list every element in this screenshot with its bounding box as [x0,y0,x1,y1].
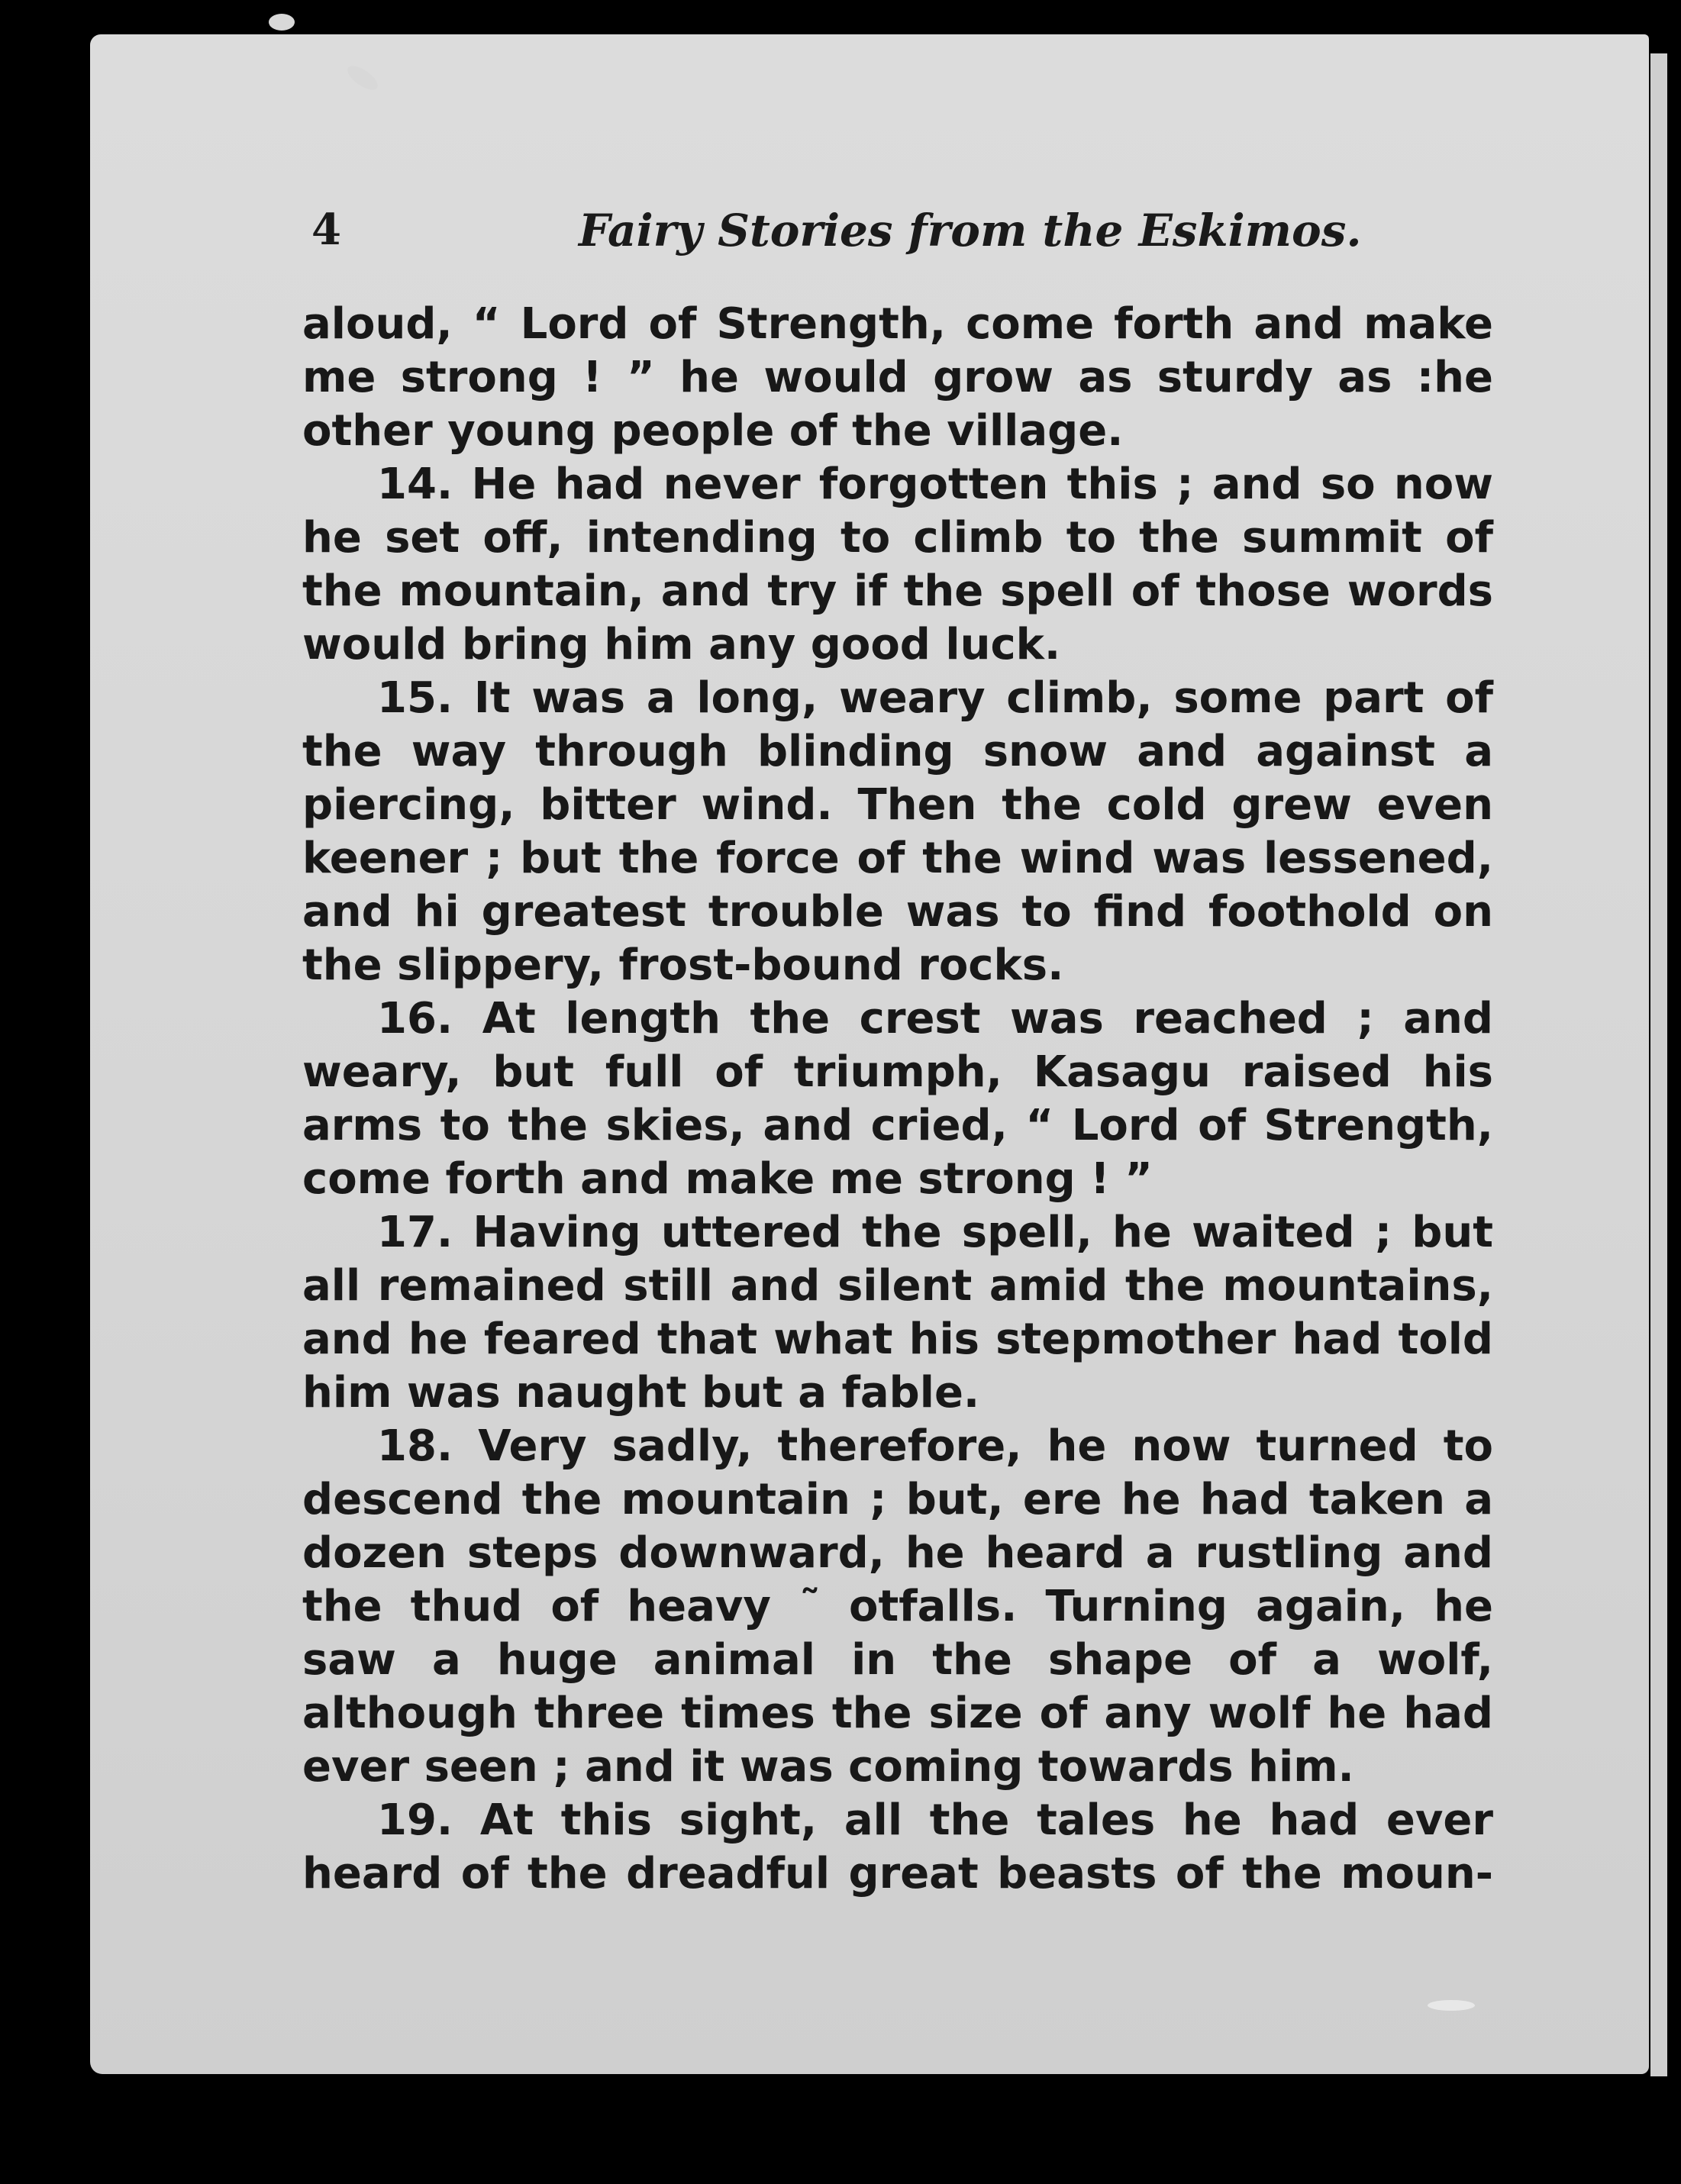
running-head [311,205,1495,266]
text-line: and hi greatest trouble was to find foothold on [302,887,1493,937]
text-line: weary, but full of triumph, Kasagu raised his [302,1047,1493,1097]
text-line: the slippery, frost-bound rocks. [302,940,1064,990]
body-text [302,298,1493,1901]
text-line: ever seen ; and it was coming towards him. [302,1742,1354,1792]
text-line: he set off, intending to climb to the summit of [302,513,1493,563]
text-line: heard of the dreadful great beasts of the moun- [302,1849,1493,1898]
text-line: come forth and make me strong ! ” [302,1154,1153,1204]
text-line: the way through blinding snow and against a [302,727,1493,776]
text-line: 19. At this sight, all the tales he had ever [377,1795,1493,1845]
text-line: keener ; but the force of the wind was lessened, [302,834,1493,883]
header-title: Fairy Stories from the Eskimos. [579,205,1362,256]
text-line: me strong ! ” he would grow as sturdy as :he [302,353,1493,402]
text-line: saw a huge animal in the shape of a wolf, [302,1635,1493,1685]
text-line: 17. Having uttered the spell, he waited ; but [377,1208,1493,1257]
text-line: aloud, “ Lord of Strength, come forth and make [302,299,1493,349]
text-line: and he feared that what his stepmother had told [302,1315,1493,1364]
white-speck [269,14,295,31]
text-line: other young people of the village. [302,406,1124,456]
text-line: 14. He had never forgotten this ; and so now [377,460,1493,509]
text-line: dozen steps downward, he heard a rustling and [302,1528,1493,1578]
white-speck [1428,2000,1475,2011]
page-number: 4 [311,205,341,255]
text-line: the mountain, and try if the spell of those words [302,566,1493,616]
page-edge [1650,53,1667,2076]
text-line: although three times the size of any wolf he had [302,1689,1493,1738]
text-line: all remained still and silent amid the mountains, [302,1261,1493,1311]
text-line: him was naught but a fable. [302,1368,980,1418]
text-line: 15. It was a long, weary climb, some part of [377,673,1493,723]
text-line: piercing, bitter wind. Then the cold grew even [302,780,1493,830]
text-line: arms to the skies, and cried, “ Lord of Strength, [302,1101,1493,1150]
text-line: 16. At length the crest was reached ; and [377,994,1493,1044]
text-line: would bring him any good luck. [302,620,1061,669]
text-line: the thud of heavy ˜ otfalls. Turning again, he [302,1582,1493,1631]
text-line: descend the mountain ; but, ere he had taken a [302,1475,1493,1524]
text-line: 18. Very sadly, therefore, he now turned to [377,1421,1493,1471]
